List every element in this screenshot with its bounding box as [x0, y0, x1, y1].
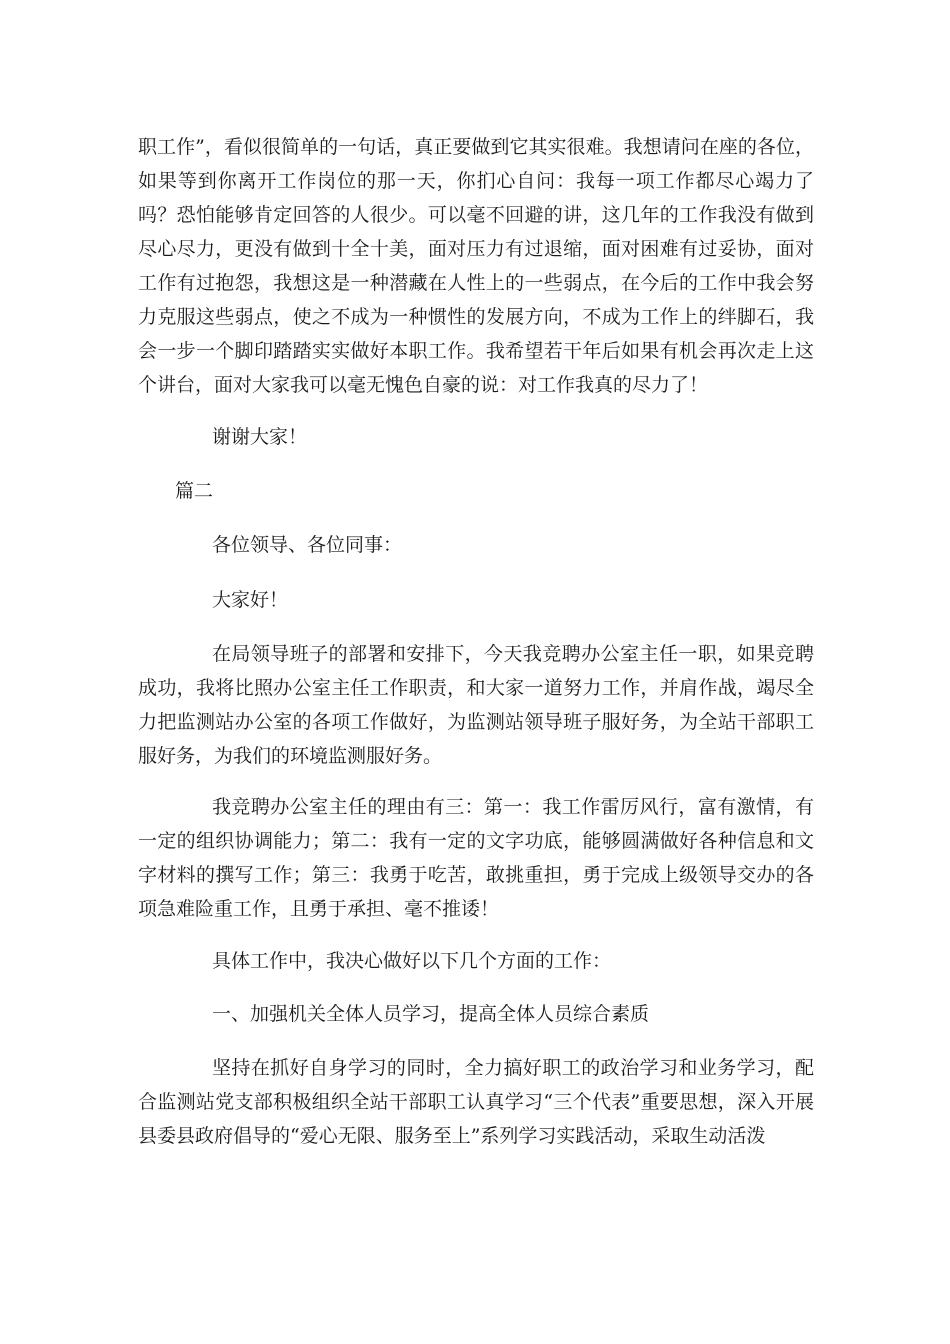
- greeting: 大家好！: [212, 589, 289, 611]
- paragraph-study: 坚持在抓好自身学习的同时，全力搞好职工的政治学习和业务学习，配合监测站党支部积极组织全站干部职工认真学习“三个代表”重要思想，深入开展县委县政府倡导的“爱心无限、服务至上”系列学习实践活动，采取生动活泼: [138, 1057, 814, 1147]
- closing-thanks: 谢谢大家！: [212, 426, 308, 448]
- paragraph-specific: 具体工作中，我决心做好以下几个方面的工作：: [212, 950, 612, 972]
- paragraph-intro: 在局领导班子的部署和安排下，今天我竞聘办公室主任一职，如果竞聘成功，我将比照办公室主任工作职责，和大家一道努力工作，并肩作战，竭尽全力把监测站办公室的各项工作做好，为监测站领导班子服好务，为全站干部职工服好务，为我们的环境监测服好务。: [138, 643, 814, 767]
- paragraph-continuation: 职工作”，看似很简单的一句话，真正要做到它其实很难。我想请问在座的各位，如果等到你离开工作岗位的那一天，你扪心自问：我每一项工作都尽心竭力了吗？恐怕能够肯定回答的人很少。可以毫不回避的讲，这几年的工作我没有做到尽心尽力，更没有做到十全十美，面对压力有过退缩，面对困难有过妥协，面对工作有过抱怨，我想这是一种潜藏在人性上的一些弱点，在今后的工作中我会努力克服这些弱点，使之不成为一种惯性的发展方向，不成为工作上的绊脚石，我会一步一个脚印踏踏实实做好本职工作。我希望若干年后如果有机会再次走上这个讲台，面对大家我可以毫无愧色自豪的说：对工作我真的尽力了！: [138, 136, 814, 396]
- part-label: 篇二: [175, 480, 214, 502]
- section-heading: 一、加强机关全体人员学习，提高全体人员综合素质: [212, 1003, 650, 1025]
- salutation: 各位领导、各位同事：: [212, 534, 403, 556]
- paragraph-reasons: 我竞聘办公室主任的理由有三：第一：我工作雷厉风行，富有激情，有一定的组织协调能力；第二：我有一定的文字功底，能够圆满做好各种信息和文字材料的撰写工作；第三：我勇于吃苦，敢挑重担，勇于完成上级领导交办的各项急难险重工作，且勇于承担、毫不推诿！: [138, 796, 814, 920]
